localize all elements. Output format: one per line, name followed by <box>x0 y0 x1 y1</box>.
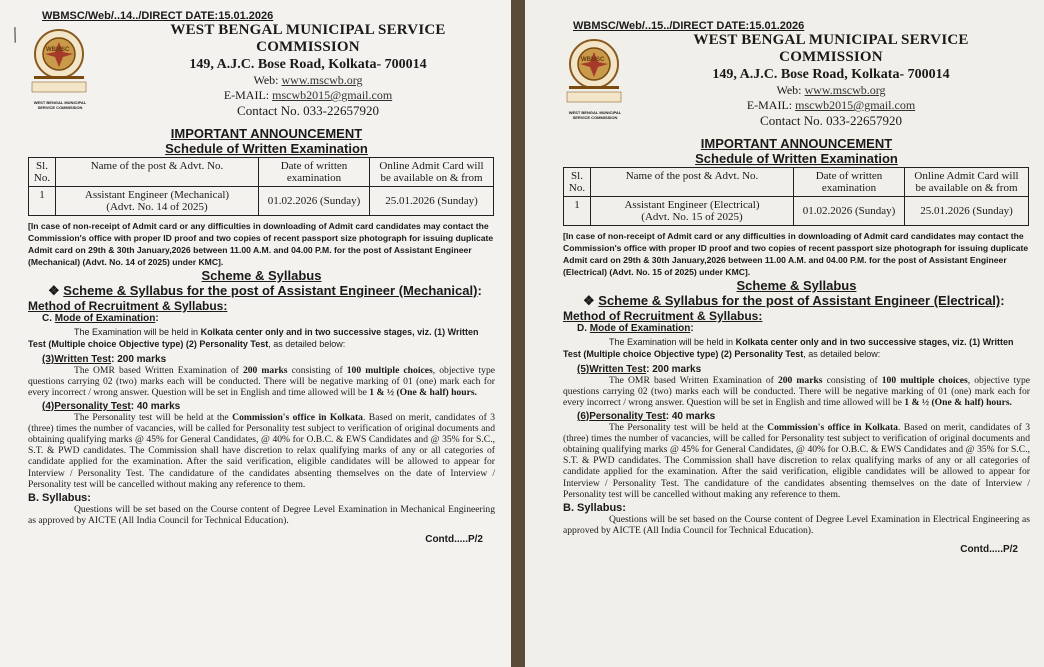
col-date: Date of written examination <box>794 168 905 197</box>
syllabus-paragraph: Questions will be set based on the Course content of Degree Level Examination in Electrical Engineering as approved by AICTE (All India Council for Technical Education). <box>563 514 1030 537</box>
email-line <box>118 88 498 103</box>
commission-logo-icon <box>563 36 625 110</box>
method-title: Method of Recruitment & Syllabus <box>28 299 224 313</box>
organization-address: 149, A.J.C. Bose Road, Kolkata- 700014 <box>712 67 950 82</box>
written-text-c: consisting of <box>287 365 347 376</box>
written-marks: : 200 marks <box>111 354 167 365</box>
intro-text-c: and in two successive stages, viz. (1) Written Test (Multiple choice Objective type) (2) Personality Test <box>563 337 1014 359</box>
written-label: Written Test <box>54 354 112 365</box>
personality-test-heading <box>28 401 495 412</box>
scheme-post-heading: ❖ Scheme & Syllabus for the post of Assistant Engineer (Mechanical): <box>48 283 482 298</box>
table-header-row <box>564 168 1029 197</box>
announcement-heading: IMPORTANT ANNOUNCEMENT <box>700 136 893 151</box>
scheme-post-heading: ❖ Scheme & Syllabus for the post of Assistant Engineer (Electrical): <box>583 293 1005 308</box>
scheme-heading: Scheme & Syllabus <box>736 278 857 293</box>
pers-text-c: . Based on merit, candidates of 3 (three) times the number of vacancies, will be called for Personality test subject to verification of original documents and obtaining qualifying marks @ 45% for General Candidates, @ 40% for O.B.C. & EWS Candidates and @ 35% for S.C., S.T. & PWD candidates. The Commission shall have discretion to relax qualifying marks of any or all categories of candidate applied for the examination. After the said verification, eligible candidates will be allowed to appear for Interview / Personality Test. The candidature of the candidates absenting themselves on the date of Interview / Personality test will be cancelled without making any reference to them. <box>28 411 496 490</box>
method-title: Method of Recruitment & Syllabus <box>563 309 759 323</box>
scheme-post-title: Scheme & Syllabus for the post of Assistant Engineer (Mechanical) <box>63 283 478 298</box>
schedule-table <box>563 167 1029 226</box>
announcement-heading: IMPORTANT ANNOUNCEMENT <box>170 126 363 141</box>
method-heading: Method of Recruitment & Syllabus: <box>563 309 763 323</box>
written-text-d: 100 multiple choices <box>881 375 968 386</box>
personality-num: (4) <box>42 400 55 412</box>
pers-text-a: The Personality test will be held at the <box>609 421 768 433</box>
email-line <box>641 98 1021 113</box>
intro-text-a: The Examination will be held in <box>609 337 736 347</box>
personality-test-paragraph <box>563 422 1030 500</box>
logo-text: WBMSC <box>46 47 70 53</box>
col-post: Name of the post & Advt. No. <box>591 168 794 197</box>
notice-page-electrical <box>525 0 1044 667</box>
personality-num: (6) <box>577 410 590 422</box>
written-marks: : 200 marks <box>646 364 702 375</box>
intro-text-c: and in two successive stages, viz. (1) Written Test (Multiple choice Objective type) (2) Personality Test <box>28 327 479 349</box>
personality-test-paragraph <box>28 412 495 490</box>
cell-admit: 25.01.2026 (Sunday) <box>905 197 1029 226</box>
scheme-post-title: Scheme & Syllabus for the post of Assistant Engineer (Electrical) <box>598 293 1001 308</box>
cell-post <box>591 197 794 226</box>
logo-text: WBMSC <box>581 57 605 63</box>
written-text-f: 1 & ½ (One & half) hours. <box>369 387 477 399</box>
email-label: E-MAIL: <box>746 98 793 112</box>
intro-paragraph <box>28 326 495 350</box>
scheme-heading: Scheme & Syllabus <box>201 268 322 283</box>
admit-card-note: [In case of non-receipt of Admit card or any difficulties in downloading of Admit card candidates may contact the Commission's office with proper ID proof and two copies of recent passport size photograph for issuing duplicate Admit card on 29th & 30th January,2026 between 11.00 A.M. and 04.00 P.M. for the post of Assistant Engineer (Mechanical) (Advt. No. 14 of 2025) under KMC]. <box>28 221 494 267</box>
web-label: Web: <box>776 83 802 97</box>
written-text-f: 1 & ½ (One & half) hours. <box>904 397 1012 409</box>
col-sl: Sl. No. <box>29 158 56 187</box>
col-admit: Online Admit Card will be available on & from <box>370 158 494 187</box>
website-link[interactable]: www.mscwb.org <box>804 83 886 97</box>
mode-title: Mode of Examination <box>589 323 691 334</box>
written-test-paragraph <box>563 375 1030 409</box>
pen-mark: / <box>7 21 23 48</box>
cell-date: 01.02.2026 (Sunday) <box>794 197 905 226</box>
syllabus-heading: B. Syllabus: <box>28 492 91 505</box>
web-label: Web: <box>253 73 279 87</box>
advt-number: (Advt. No. 15 of 2025) <box>641 211 743 223</box>
syllabus-paragraph: Questions will be set based on the Course content of Degree Level Examination in Mechanical Engineering as approved by AICTE (All India Council for Technical Education). <box>28 504 495 527</box>
schedule-heading: Schedule of Written Examination <box>695 151 898 166</box>
organization-block <box>641 32 1021 129</box>
method-heading: Method of Recruitment & Syllabus: <box>28 299 228 313</box>
personality-label: Personality Test <box>54 400 131 412</box>
logo-caption: WEST BENGAL MUNICIPAL SERVICE COMMISSION <box>33 100 87 110</box>
col-sl: Sl. No. <box>564 168 591 197</box>
table-header-row <box>29 158 494 187</box>
personality-marks: : 40 marks <box>130 400 181 412</box>
written-num: (5) <box>577 364 590 375</box>
advt-number: (Advt. No. 14 of 2025) <box>106 201 208 213</box>
mode-heading: D. Mode of Examination: <box>577 323 694 334</box>
email-link[interactable]: mscwb2015@gmail.com <box>272 88 393 102</box>
written-text-b: 200 marks <box>242 365 288 376</box>
written-text-b: 200 marks <box>777 375 823 386</box>
written-test-heading <box>28 354 495 365</box>
post-name: Assistant Engineer (Mechanical) <box>84 189 230 201</box>
continued-marker: Contd.....P/2 <box>960 544 1018 556</box>
table-row <box>564 197 1029 226</box>
mode-letter: C. <box>42 313 52 324</box>
col-date: Date of written examination <box>259 158 370 187</box>
col-post: Name of the post & Advt. No. <box>56 158 259 187</box>
letterhead <box>563 32 1030 128</box>
pers-text-b: Commission's office in Kolkata <box>232 411 363 423</box>
organization-address: 149, A.J.C. Bose Road, Kolkata- 700014 <box>189 57 427 72</box>
syllabus-heading: B. Syllabus: <box>563 502 626 515</box>
syllabus-label: B. Syllabus <box>28 492 88 505</box>
pers-text-a: The Personality test will be held at the <box>74 411 233 423</box>
schedule-heading: Schedule of Written Examination <box>165 141 368 156</box>
contact-number: Contact No. 033-22657920 <box>237 103 379 118</box>
written-text-e: , objective type questions carrying 02 (two) marks each will be conducted. There will be negative marking of 01 (one) mark each for every incorrect / wrong answer. Question will be set in English and time allowed will be <box>28 365 495 399</box>
intro-text-b: Kolkata center only <box>735 337 819 347</box>
intro-text-b: Kolkata center only <box>200 327 284 337</box>
written-test-paragraph <box>28 365 495 399</box>
email-link[interactable]: mscwb2015@gmail.com <box>795 98 916 112</box>
reference-number: WBMSC/Web/..14../DIRECT DATE:15.01.2026 <box>42 10 274 22</box>
col-admit: Online Admit Card will be available on & from <box>905 168 1029 197</box>
cell-sl: 1 <box>564 197 591 226</box>
logo-caption: WEST BENGAL MUNICIPAL SERVICE COMMISSION <box>568 110 622 120</box>
personality-label: Personality Test <box>589 410 666 422</box>
pers-text-b: Commission's office in Kolkata <box>767 421 898 433</box>
continued-marker: Contd.....P/2 <box>425 534 483 546</box>
personality-test-heading <box>563 411 1030 422</box>
written-text-e: , objective type questions carrying 02 (two) marks each will be conducted. There will be negative marking of 01 (one) mark each for every incorrect / wrong answer. Question will be set in English and time allowed will be <box>563 375 1030 409</box>
personality-marks: : 40 marks <box>665 410 716 422</box>
syllabus-label: B. Syllabus <box>563 502 623 515</box>
organization-block <box>118 22 498 119</box>
written-text-a: The OMR based Written Examination of <box>609 375 778 386</box>
mode-title: Mode of Examination <box>54 313 156 324</box>
email-label: E-MAIL: <box>223 88 270 102</box>
written-text-a: The OMR based Written Examination of <box>74 365 243 376</box>
written-label: Written Test <box>589 364 647 375</box>
organization-name: WEST BENGAL MUNICIPAL SERVICE COMMISSION <box>170 22 446 55</box>
commission-logo-icon <box>28 26 90 100</box>
letterhead <box>28 22 495 118</box>
written-test-heading <box>563 364 1030 375</box>
post-name: Assistant Engineer (Electrical) <box>624 199 760 211</box>
contact-number: Contact No. 033-22657920 <box>760 113 902 128</box>
notice-page-mechanical <box>0 0 511 667</box>
intro-text-d: , as detailed below: <box>268 339 346 349</box>
admit-card-note: [In case of non-receipt of Admit card or any difficulties in downloading of Admit card candidates may contact the Commission's office with proper ID proof and two copies of recent passport size photograph for issuing duplicate Admit card on 29th & 30th January,2026 between 11.00 A.M. and 04.00 P.M. for the post of Assistant Engineer (Electrical) (Advt. No. 15 of 2025) under KMC]. <box>563 231 1029 277</box>
written-text-c: consisting of <box>822 375 882 386</box>
website-line <box>118 73 498 88</box>
table-row <box>29 187 494 216</box>
cell-sl: 1 <box>29 187 56 216</box>
pers-text-c: . Based on merit, candidates of 3 (three) times the number of vacancies, will be called for Personality test subject to verification of original documents and obtaining qualifying marks @ 45% for General Candidates, @ 40% for O.B.C. & EWS Candidates and @ 35% for S.C., S.T. & PWD candidates. The Commission shall have discretion to relax qualifying marks of any or all categories of candidate applied for the examination. After the said verification, eligible candidates will be allowed to appear for Interview / Personality Test. The candidature of the candidates absenting themselves on the date of Interview / Personality test will be cancelled without making any reference to them. <box>563 421 1031 500</box>
cell-post <box>56 187 259 216</box>
mode-heading: C. Mode of Examination: <box>42 313 159 324</box>
cell-date: 01.02.2026 (Sunday) <box>259 187 370 216</box>
mode-letter: D. <box>577 323 587 334</box>
reference-number: WBMSC/Web/..15../DIRECT DATE:15.01.2026 <box>573 20 805 32</box>
website-line <box>641 83 1021 98</box>
website-link[interactable]: www.mscwb.org <box>281 73 363 87</box>
intro-paragraph <box>563 336 1030 360</box>
intro-text-d: , as detailed below: <box>803 349 881 359</box>
schedule-table <box>28 157 494 216</box>
written-text-d: 100 multiple choices <box>346 365 433 376</box>
written-num: (3) <box>42 354 55 365</box>
intro-text-a: The Examination will be held in <box>74 327 201 337</box>
organization-name: WEST BENGAL MUNICIPAL SERVICE COMMISSION <box>693 32 969 65</box>
cell-admit: 25.01.2026 (Sunday) <box>370 187 494 216</box>
